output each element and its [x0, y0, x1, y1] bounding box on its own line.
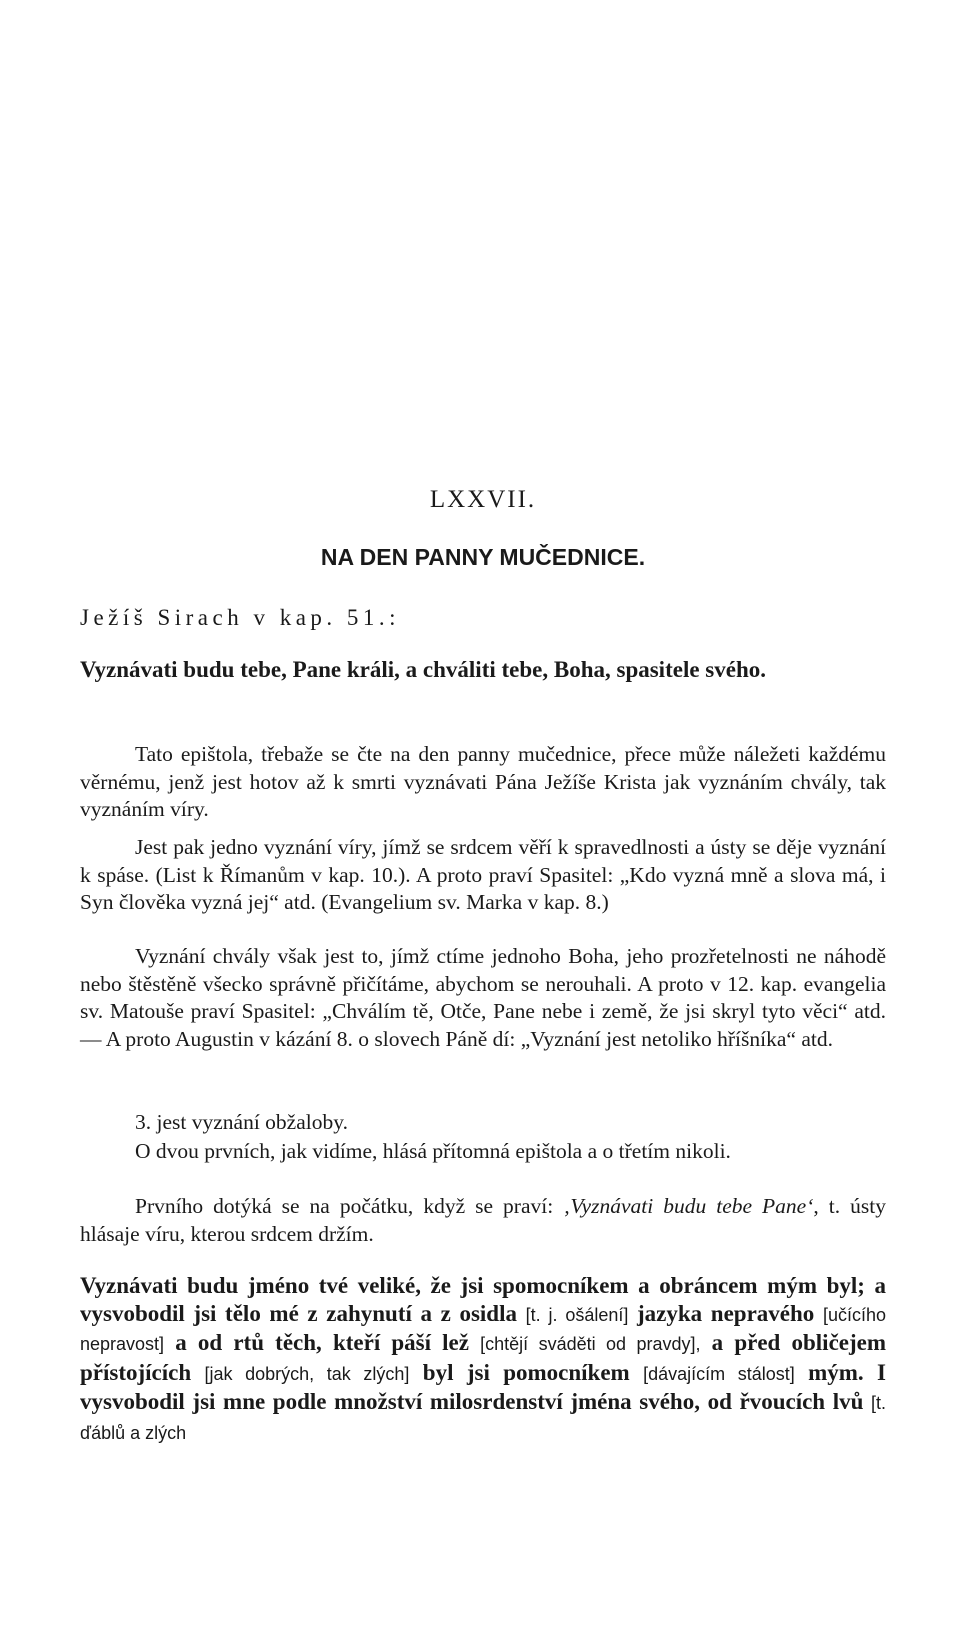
verse-second-segment-1: Vyznávati budu jméno tvé veliké, že jsi spomocníkem a obráncem mým byl; a vysvobodil jsi tělo mé z zahynutí a z osidla — [80, 1273, 886, 1326]
chapter-title: NA DEN PANNY MUČEDNICE. — [320, 544, 646, 570]
verse-gloss-1: [t. j. ošálení] — [525, 1304, 629, 1325]
verse-gloss-6: [t. ďáblů a zlých — [80, 1393, 886, 1443]
paragraph-6-end: , t. ústy hlásaje víru, kterou srdcem držím. — [80, 1194, 886, 1246]
paragraph-6 — [80, 1193, 886, 1248]
verse-second-segment-2: jazyka nepravého — [628, 1300, 823, 1326]
verse-second-segment-4: a před obličejem přístojících — [80, 1330, 887, 1385]
paragraph-1: Tato epištola, třebaže se čte na den panny mučednice, přece může náležeti každému věrnému, jenž jest hotov až k smrti vyznávati Pána Ježíše Krista jak vyznáním chvály, tak vyznáním víry. — [80, 742, 886, 821]
verse-gloss-5: [dávajícím stálost] — [643, 1363, 795, 1384]
scripture-source: Ježíš Sirach v kap. 51.: — [80, 605, 401, 630]
verse-second-segment-3: a od rtů těch, kteří páší lež — [164, 1330, 481, 1355]
verse-second-segment-5: byl jsi pomocníkem — [409, 1359, 644, 1385]
paragraph-2: Jest pak jedno vyznání víry, jímž se srdcem věří k spravedlnosti a ústy se děje vyznání k spáse. (List k Římanům v kap. 10.). A proto praví Spasitel: „Kdo vyzná mně a slova má, i Syn člověka vyzná jej“ atd. (Evangelium sv. Marka v kap. 8.) — [80, 835, 886, 914]
paragraph-6-start: Prvního dotýká se na počátku, když se praví: — [135, 1194, 564, 1218]
verse-gloss-3: [chtějí sváděti od pravdy], — [480, 1334, 701, 1354]
paragraph-4: 3. jest vyznání obžaloby. — [135, 1110, 348, 1134]
chapter-number: LXXVII. — [429, 486, 537, 513]
paragraph-5: O dvou prvních, jak vidíme, hlásá přítomná epištola a o třetím nikoli. — [135, 1139, 731, 1163]
verse-second-segment-6: mým. I vysvobodil jsi mne podle množství milosrdenství jména svého, od řvoucích lvů — [80, 1359, 886, 1414]
paragraph-3: Vyznání chvály však jest to, jímž ctíme jednoho Boha, jeho prozřetelnosti ne náhodě nebo štěstěně všecko správně přičítáme, abychom se nerouhali. A proto v 12. kap. evangelia sv. Matouše praví Spasitel: „Chválím tě, Otče, Pane nebe i země, že jsi skryl tyto věci“ atd. — A proto Augustin v kázání 8. o slovech Páně dí: „Vyznání jest netoliko hříšníka“ atd. — [80, 944, 886, 1051]
paragraph-6-quote: ‚Vyznávati budu tebe Pane‘ — [563, 1194, 814, 1218]
verse-main: Vyznávati budu tebe, Pane králi, a chváliti tebe, Boha, spasitele svého. — [80, 657, 766, 682]
verse-gloss-4: [jak dobrých, tak zlých] — [204, 1363, 410, 1384]
verse-second — [80, 1272, 886, 1447]
verse-gloss-2: [učícího nepravost] — [80, 1304, 886, 1354]
